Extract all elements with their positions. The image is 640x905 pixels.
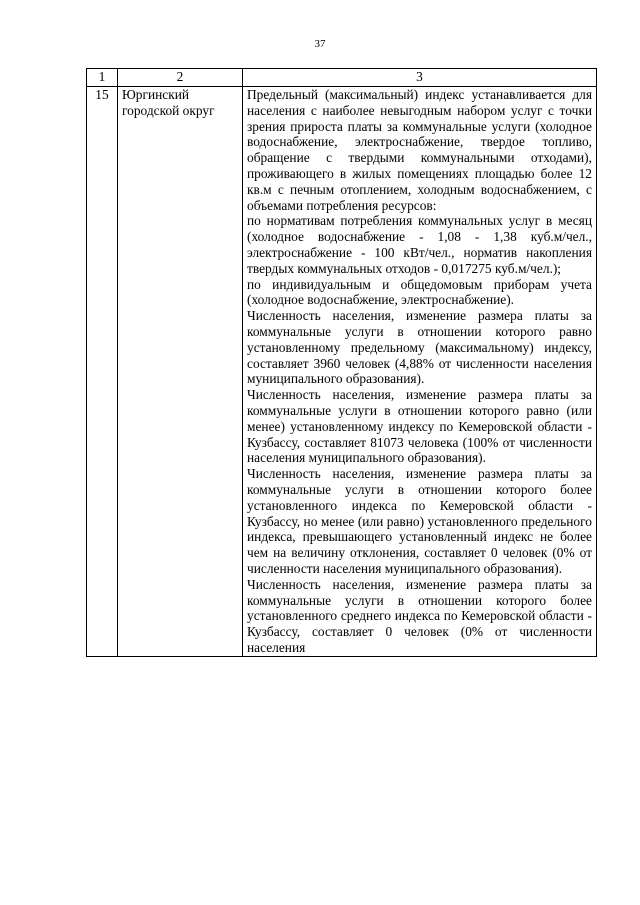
paragraph-population-above-average-index: Численность населения, изменение размера платы за коммунальные услуги в отношении которого более установленного среднего индекса по Кемеровской области - Кузбассу, составляет 0 человек (0% от численности населения bbox=[247, 576, 592, 655]
table-header-row bbox=[87, 69, 597, 87]
index-table bbox=[86, 68, 597, 657]
row-number: 15 bbox=[87, 87, 118, 657]
paragraph-metering-devices: по индивидуальным и общедомовым приборам учета (холодное водоснабжение, электроснабжение). bbox=[247, 276, 592, 308]
column-header-1: 1 bbox=[87, 69, 118, 87]
row-description bbox=[243, 87, 597, 657]
column-header-3: 3 bbox=[243, 69, 597, 87]
paragraph-population-equal-max-index: Численность населения, изменение размера платы за коммунальные услуги в отношении которого равно установленному предельному (максимальному) индексу, составляет 3960 человек (4,88% от численности населения муниципального образования). bbox=[247, 308, 592, 387]
paragraph-consumption-norms: по нормативам потребления коммунальных услуг в месяц (холодное водоснабжение - 1,08 - 1,38 куб.м/чел., электроснабжение - 100 кВт/чел., норматив накопления твердых коммунальных отходов - 0,017275 куб.м/чел.); bbox=[247, 213, 592, 276]
paragraph-index-definition: Предельный (максимальный) индекс устанавливается для населения с наиболее невыгодным набором услуг с точки зрения прироста платы за коммунальные услуги (холодное водоснабжение, электроснабжение, твердое топливо, обращение с твердыми коммунальными отходами), проживающего в жилых помещениях площадью более 12 кв.м с печным отоплением, холодным водоснабжением, с объемами потребления ресурсов: bbox=[247, 87, 592, 213]
municipality-name: Юргинский городской округ bbox=[118, 87, 243, 657]
table-row bbox=[87, 87, 597, 657]
paragraph-population-below-regional-index: Численность населения, изменение размера платы за коммунальные услуги в отношении которого равно (или менее) установленному индексу по Кемеровской области - Кузбассу, составляет 81073 человека (100% от численности населения муниципального образования). bbox=[247, 387, 592, 466]
page-number: 37 bbox=[314, 38, 326, 50]
paragraph-population-within-deviation: Численность населения, изменение размера платы за коммунальные услуги в отношении которого более установленного индекса по Кемеровской области - Кузбассу, но менее (или равно) установленного предельного индекса, превышающего установленный индекс не более чем на величину отклонения, составляет 0 человек (0% от численности населения муниципального образования). bbox=[247, 466, 592, 576]
column-header-2: 2 bbox=[118, 69, 243, 87]
